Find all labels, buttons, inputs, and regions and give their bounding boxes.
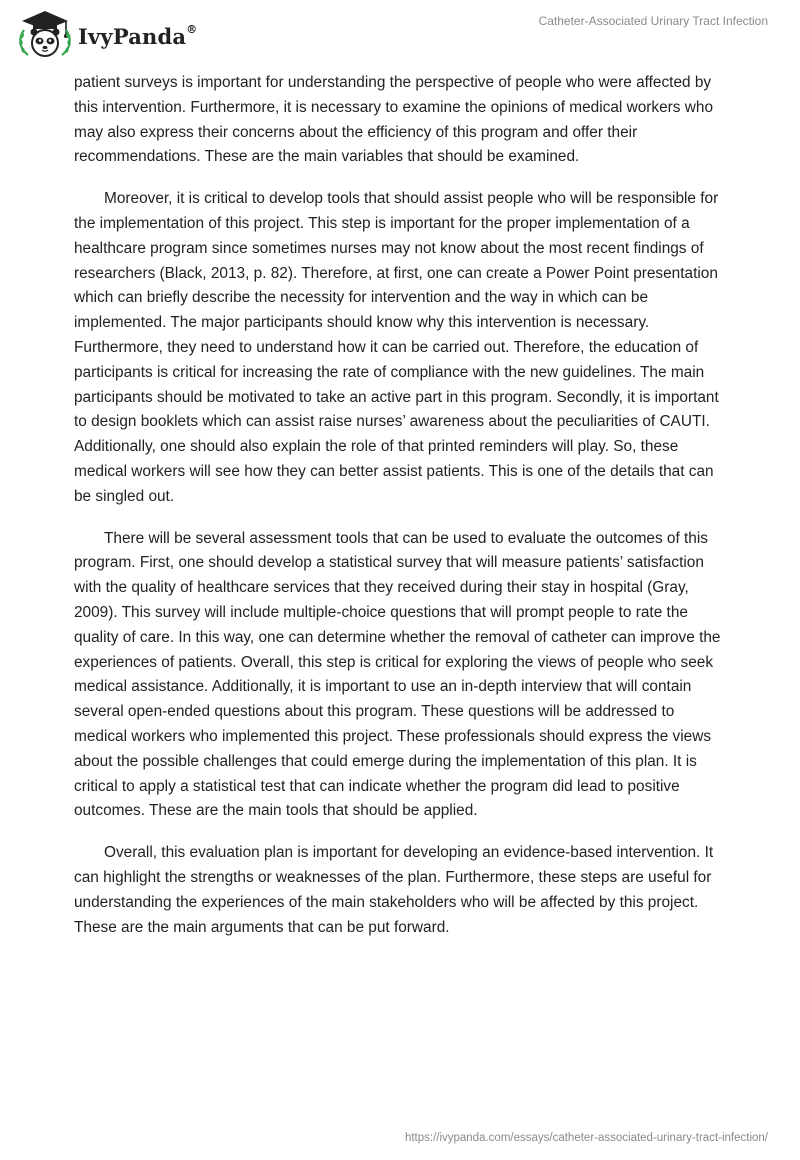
paragraph-4: Overall, this evaluation plan is important for developing an evidence-based intervention. It can highlight the strengths or weaknesses of the plan. Furthermore, these steps are useful for understanding the experiences of the main stakeholders who will be affected by this project. These are the main arguments that can be put forward.	[74, 844, 714, 936]
paragraph-1: patient surveys is important for understanding the perspective of people who were affected by this intervention. Furthermore, it is necessary to examine the opinions of medical workers who may also express their concerns about the efficiency of this program and offer their recommendations. These are the main variables that should be examined.	[74, 74, 713, 166]
page-header	[0, 0, 800, 70]
paragraph-2: Moreover, it is critical to develop tools that should assist people who will be responsible for the implementation of this project. This step is important for the proper implementation of a healthcare program since sometimes nurses may not know about the most recent findings of researchers (Black, 2013, p. 82). Therefore, at first, one can create a Power Point presentation which can briefly describe the necessity for intervention and the way in which can be implemented. The major participants should know why this intervention is necessary. Furthermore, they need to understand how it can be carried out. Therefore, the education of participants is critical for increasing the rate of compliance with the new guidelines. The main participants should be motivated to take an active part in this program. Secondly, it is important to design booklets which can assist raise nurses’ awareness about the peculiarities of CAUTI. Additionally, one should also explain the role of that printed reminders will play. So, these medical workers will see how they can better assist patients. This is one of the details that can be singled out.	[74, 190, 719, 505]
essay-body	[74, 71, 726, 957]
paragraph-3: There will be several assessment tools that can be used to evaluate the outcomes of this program. First, one should develop a statistical survey that will measure patients’ satisfaction with the quality of healthcare services that they received during their stay in hospital (Gray, 2009). This survey will include multiple-choice questions that will prompt people to rate the quality of care. In this way, one can determine whether the removal of catheter can improve the experiences of patients. Overall, this step is critical for exploring the views of people who seek medical assistance. Additionally, it is important to use an in-depth interview that will contain several open-ended questions about this program. These questions will be addressed to medical workers who implemented this project. These professionals should express the views about the possible challenges that could emerge during the implementation of this plan. It is critical to apply a statistical test that can indicate whether the program did lead to positive outcomes. These are the main tools that should be applied.	[74, 529, 721, 820]
source-url[interactable]: https://ivypanda.com/essays/catheter-associated-urinary-tract-infection/	[404, 1132, 768, 1144]
brand-logo[interactable]	[14, 8, 197, 60]
panda-graduate-icon	[14, 8, 76, 60]
document-title: Catheter-Associated Urinary Tract Infection	[538, 14, 768, 28]
brand-name: IvyPanda®	[78, 22, 198, 49]
